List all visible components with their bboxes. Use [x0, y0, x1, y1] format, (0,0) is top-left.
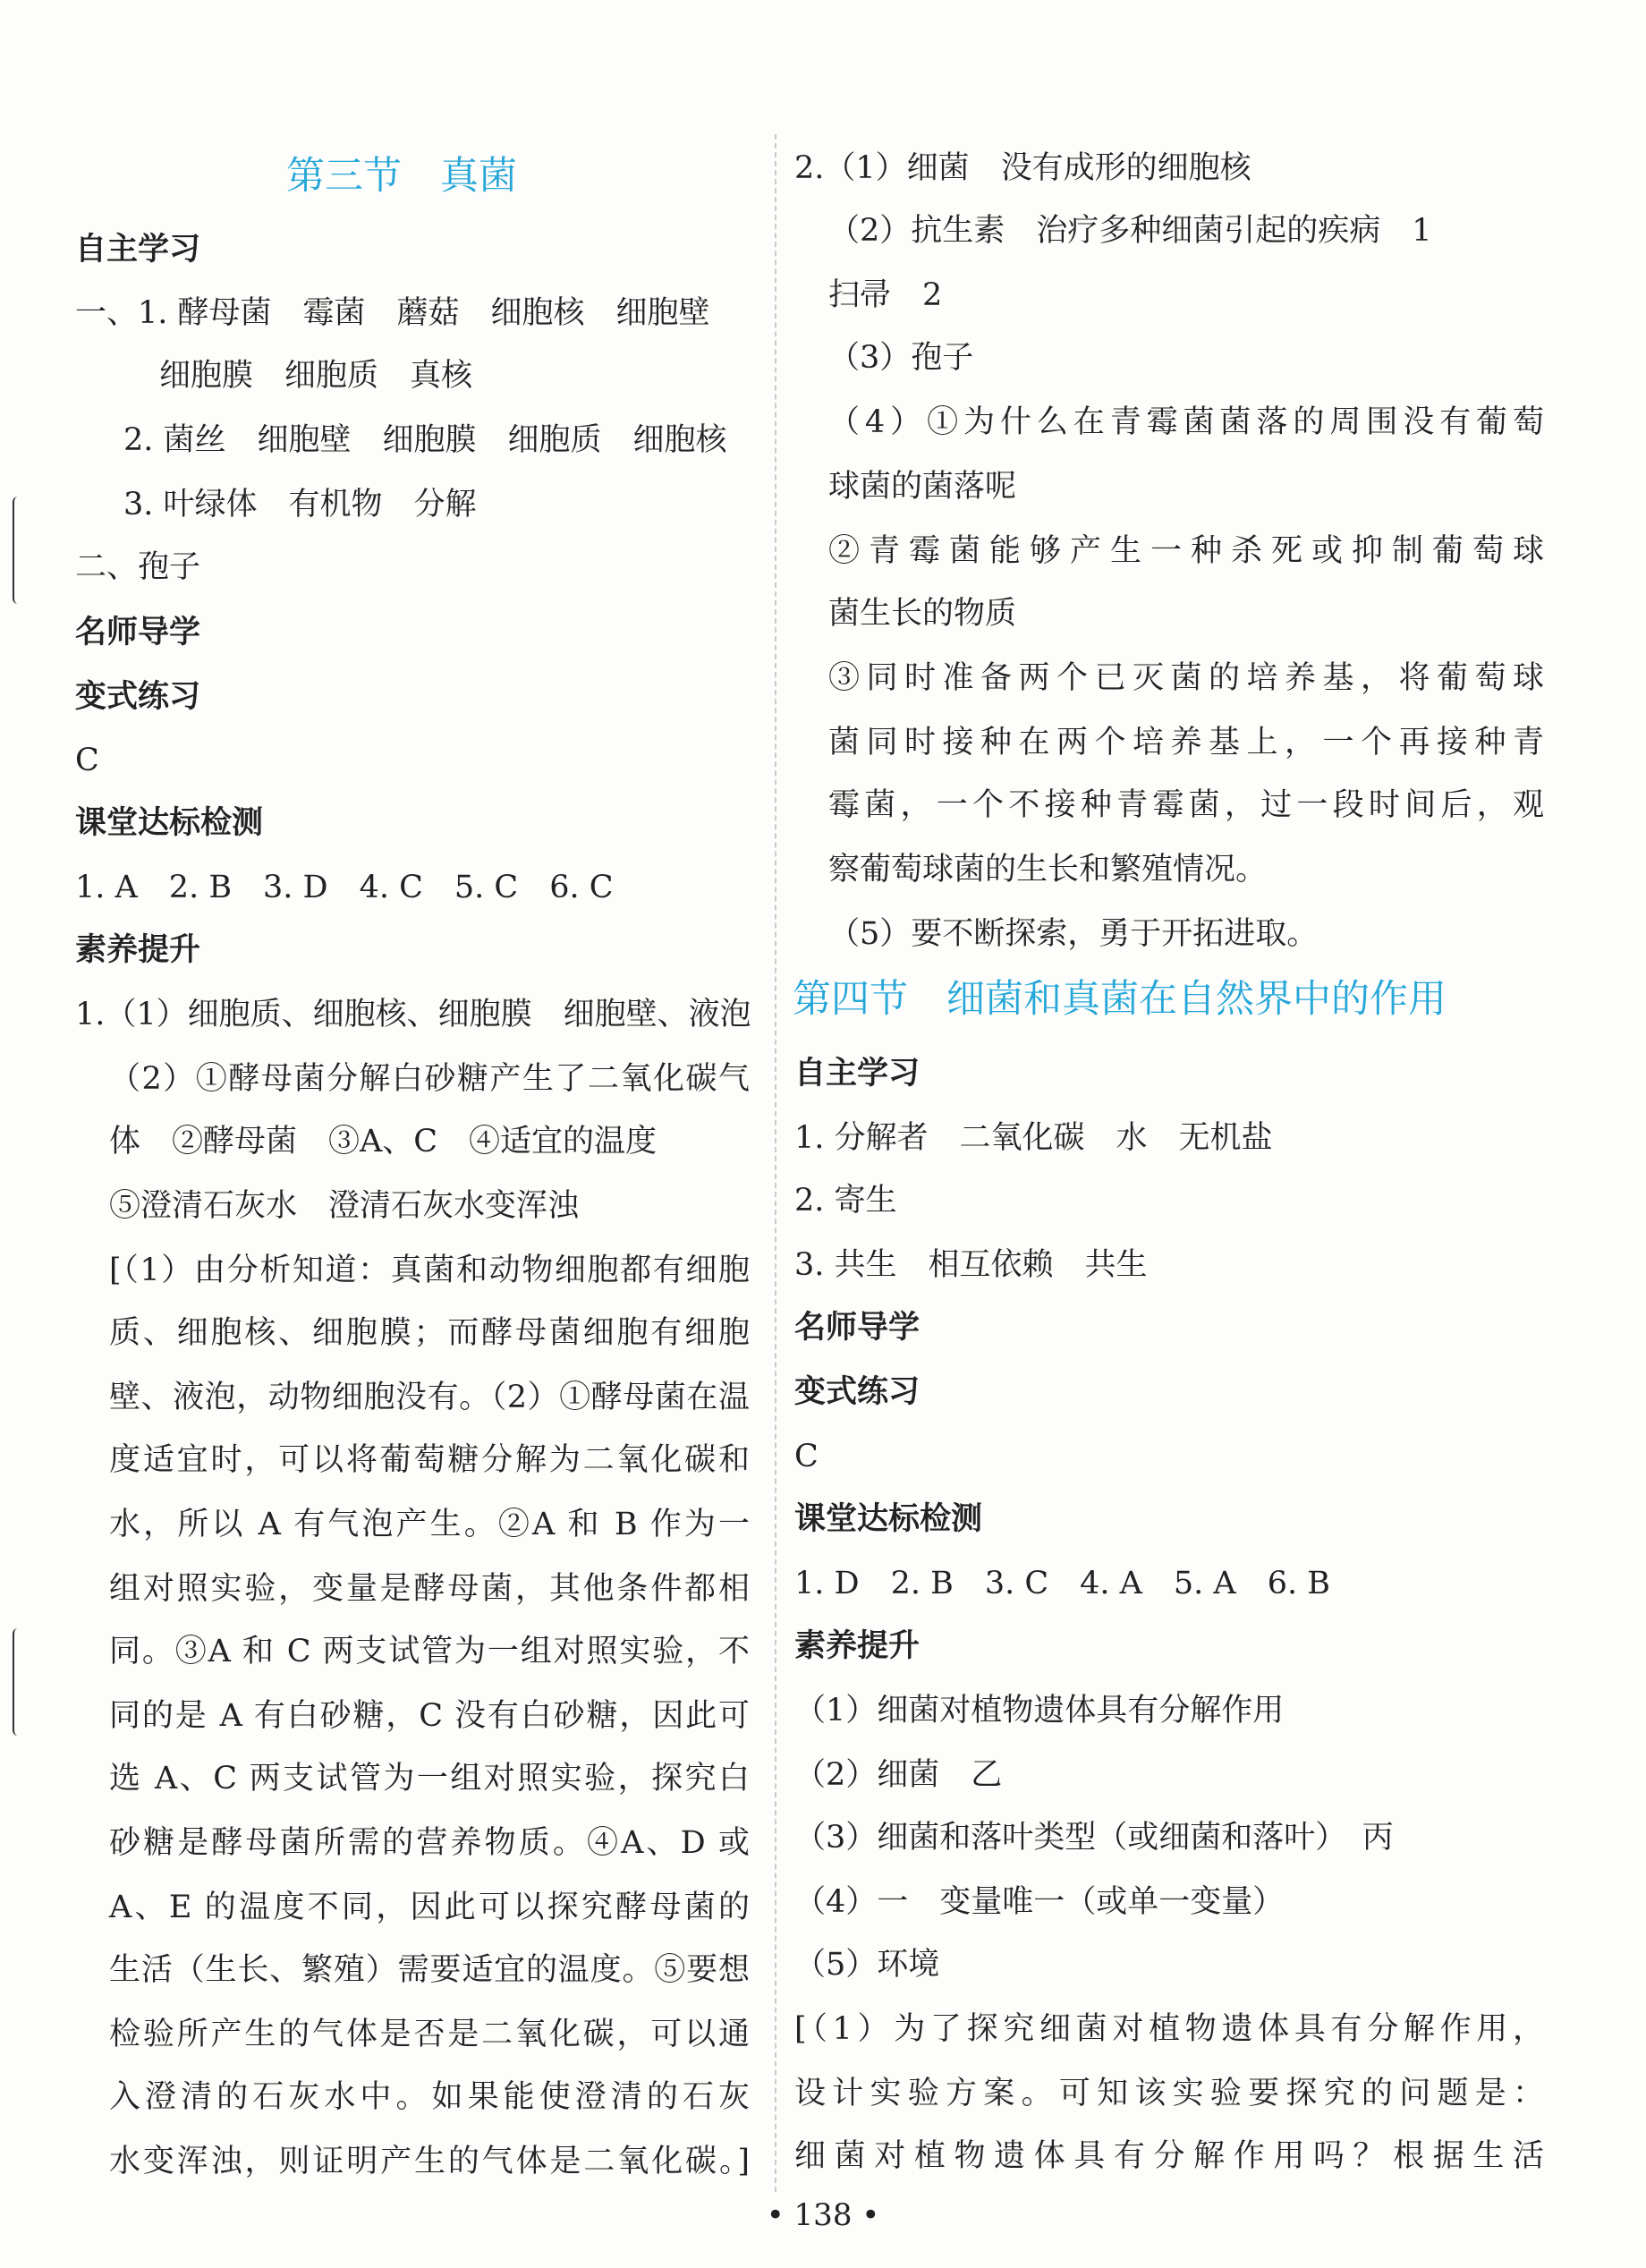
explanation-line: 设计实验方案。可知该实验要探究的问题是： [794, 2076, 1544, 2111]
heading-variant-practice: 变式练习 [75, 679, 201, 715]
answer-line: 1. 分解者 二氧化碳 水 无机盐 [794, 1120, 1273, 1156]
explanation-line: A、E 的温度不同，因此可以探究酵母菌的 [109, 1890, 750, 1925]
answer-line: 二、孢子 [75, 549, 201, 585]
answer-line: 体 ②酵母菌 ③A、C ④适宜的温度 [109, 1124, 658, 1159]
explanation-line: 水，所以 A 有气泡产生。②A 和 B 作为一 [109, 1507, 750, 1542]
answer-line: （5）环境 [794, 1947, 940, 1983]
page-number: • 138 • [766, 2197, 880, 2233]
explanation-line: 生活（生长、繁殖）需要适宜的温度。⑤要想 [109, 1952, 750, 1988]
answer-line: （2）①酵母菌分解白砂糖产生了二氧化碳气 [109, 1061, 750, 1097]
answer-line: （2）抗生素 治疗多种细菌引起的疾病 1 [828, 213, 1432, 249]
heading-teacher-guide: 名师导学 [794, 1310, 921, 1346]
answer-line: ⑤澄清石灰水 澄清石灰水变浑浊 [109, 1188, 580, 1224]
heading-literacy: 素养提升 [794, 1628, 921, 1664]
answer-line: （2）细菌 乙 [794, 1757, 1003, 1793]
answer-line: 2. 菌丝 细胞壁 细胞膜 细胞质 细胞核 [123, 422, 727, 458]
section-title: 第三节 真菌 [286, 154, 517, 199]
answer-line: （5）要不断探索，勇于开拓进取。 [828, 916, 1319, 952]
explanation-line: 细菌对植物遗体具有分解作用吗？根据生活 [794, 2138, 1544, 2174]
answer-line: 1. D 2. B 3. C 4. A 5. A 6. B [794, 1566, 1330, 1601]
answer-line: 菌同时接种在两个培养基上，一个再接种青 [828, 725, 1544, 760]
answer-line: 1. A 2. B 3. D 4. C 5. C 6. C [75, 870, 614, 905]
column-divider [775, 134, 776, 2192]
explanation-line: 检验所产生的气体是否是二氧化碳，可以通 [109, 2017, 750, 2052]
heading-self-study: 自主学习 [794, 1056, 921, 1092]
explanation-line: 水变浑浊，则证明产生的气体是二氧化碳。] [109, 2144, 750, 2179]
answer-line: 3. 叶绿体 有机物 分解 [123, 487, 477, 522]
answer-line: 2. 寄生 [794, 1183, 897, 1219]
explanation-line: [（1）为了探究细菌对植物遗体具有分解作用， [794, 2011, 1544, 2047]
answer-line: 细胞膜 细胞质 真核 [159, 358, 473, 394]
explanation-line: 同。③A 和 C 两支试管为一组对照实验，不 [109, 1634, 750, 1669]
answer-line: （4）一 变量唯一（或单一变量） [794, 1884, 1285, 1920]
answer-line: C [75, 743, 99, 778]
explanation-line: 壁、液泡，动物细胞没有。（2）①酵母菌在温 [109, 1380, 750, 1415]
answer-line: ③同时准备两个已灭菌的培养基，将葡萄球 [828, 660, 1544, 696]
explanation-line: 选 A、C 两支试管为一组对照实验，探究白 [109, 1761, 750, 1797]
explanation-line: 质、细胞核、细胞膜；而酵母菌细胞有细胞 [109, 1315, 750, 1351]
heading-teacher-guide: 名师导学 [75, 615, 201, 650]
answer-line: （3）孢子 [828, 340, 974, 376]
answer-line: 霉菌，一个不接种青霉菌，过一段时间后，观 [828, 787, 1544, 823]
explanation-line: 入澄清的石灰水中。如果能使澄清的石灰 [109, 2079, 750, 2115]
binding-mark-top [13, 497, 23, 604]
answer-line: 察葡萄球菌的生长和繁殖情况。 [828, 852, 1268, 888]
answer-line: （3）细菌和落叶类型（或细菌和落叶） 丙 [794, 1820, 1394, 1856]
explanation-line: [（1）由分析知道：真菌和动物细胞都有细胞 [109, 1253, 750, 1288]
answer-line: 球菌的菌落呢 [828, 469, 1017, 505]
answer-line: 2.（1）细菌 没有成形的细胞核 [794, 150, 1251, 186]
section-title-4: 第四节 细菌和真菌在自然界中的作用 [793, 977, 1447, 1022]
heading-literacy: 素养提升 [75, 932, 201, 968]
answer-line: （4）①为什么在青霉菌菌落的周围没有葡萄 [828, 404, 1544, 440]
heading-self-study: 自主学习 [75, 232, 201, 268]
heading-variant-practice: 变式练习 [794, 1374, 921, 1410]
heading-class-test: 课堂达标检测 [794, 1501, 983, 1537]
explanation-line: 度适宜时，可以将葡萄糖分解为二氧化碳和 [109, 1442, 750, 1478]
explanation-line: 组对照实验，变量是酵母菌，其他条件都相 [109, 1571, 750, 1607]
heading-class-test: 课堂达标检测 [75, 805, 264, 841]
answer-line: C [794, 1439, 819, 1474]
explanation-line: 砂糖是酵母菌所需的营养物质。④A、D 或 [109, 1825, 750, 1861]
answer-line: 菌生长的物质 [828, 596, 1017, 632]
explanation-line: 同的是 A 有白砂糖，C 没有白砂糖，因此可 [109, 1698, 750, 1734]
answer-line: 3. 共生 相互依赖 共生 [794, 1247, 1148, 1283]
answer-line: 一、1. 酵母菌 霉菌 蘑菇 细胞核 细胞壁 [75, 295, 710, 331]
binding-mark-bottom [13, 1628, 23, 1736]
answer-line: 扫帚 2 [828, 277, 943, 313]
answer-line: 1.（1）细胞质、细胞核、细胞膜 细胞壁、液泡 [75, 997, 751, 1032]
answer-line: （1）细菌对植物遗体具有分解作用 [794, 1693, 1285, 1729]
answer-line: ②青霉菌能够产生一种杀死或抑制葡萄球 [828, 533, 1544, 569]
